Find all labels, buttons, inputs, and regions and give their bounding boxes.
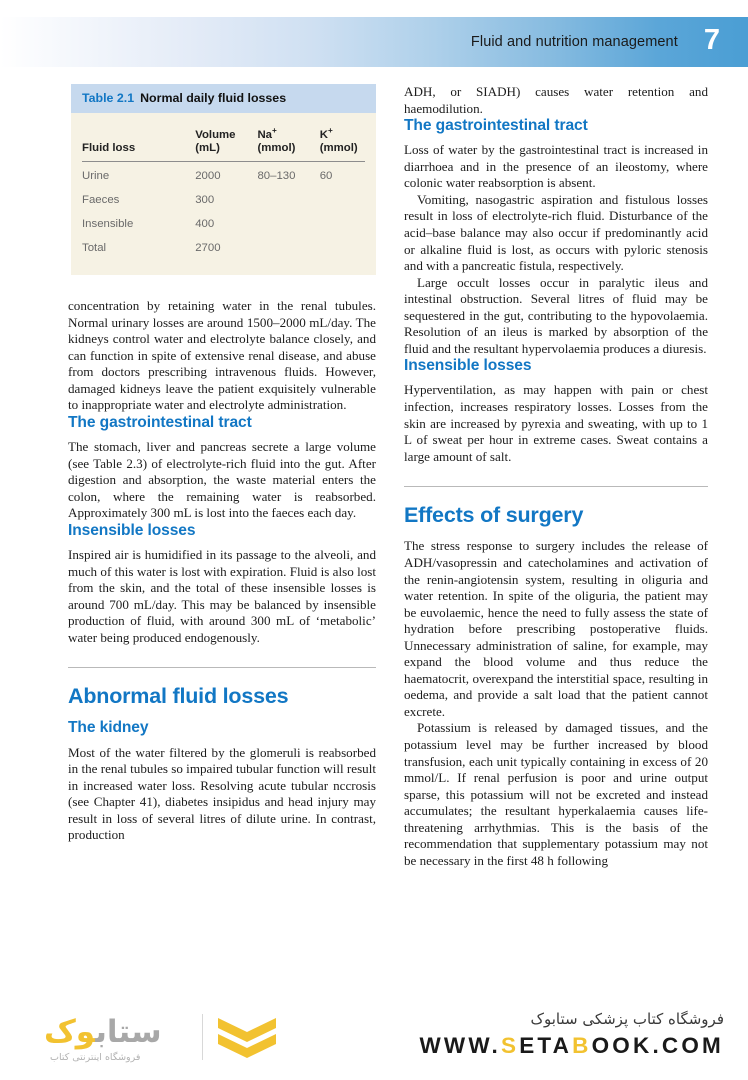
- table-2-1: [71, 84, 376, 275]
- col-header-fluid-loss: [82, 124, 195, 161]
- table-caption: [71, 84, 376, 113]
- body-columns: [0, 84, 748, 999]
- paragraph-the-kidney: Most of the water filtered by the glomeruli is reabsorbed in the renal tubules so impaired tubular function will result in increased water loss. Resolving acute tubular nccrosis (see Chapter 41), diabetes insipidus and head injury may result in loss of several litres of dilute urine. In contrast, production: [68, 744, 376, 843]
- logo-subtitle: فروشگاه اینترنتی کتاب: [50, 1052, 141, 1063]
- potassium-charge-superscript: +: [327, 126, 333, 135]
- table-row: [82, 212, 365, 236]
- heading-insensible-losses-right: Insensible losses: [404, 357, 532, 375]
- footer-right-block: [419, 1010, 724, 1059]
- paragraph-insensible-losses-right: Hyperventilation, as may happen with pain or chest infection, increases respiratory losses. Losses from the skin are increased by pyrexia and sweating, with up to 1 L of sweat per hour in extreme cases. Sweat contains a large amount of salt.: [404, 382, 708, 464]
- col-header-potassium-unit: (mmol): [319, 142, 358, 155]
- cell-potassium: 60: [319, 169, 333, 182]
- logo-wordmark: [44, 1014, 162, 1050]
- url-letters-eta: ETA: [519, 1033, 573, 1058]
- table-label: Table 2.1: [82, 91, 135, 105]
- heading-insensible-losses-left: Insensible losses: [68, 521, 196, 539]
- section-divider-rule-right: [404, 486, 708, 487]
- url-letter-b: B: [572, 1033, 592, 1058]
- footer-website-url[interactable]: [419, 1033, 724, 1059]
- right-column: [404, 84, 708, 999]
- cell-sodium: 80–130: [257, 169, 296, 182]
- left-column: [68, 84, 376, 999]
- heading-the-kidney: The kidney: [68, 719, 149, 737]
- cell-volume: 2700: [195, 241, 221, 254]
- setabook-logo: [44, 1008, 284, 1074]
- table-row: [82, 236, 365, 260]
- chevron-down-icon: [216, 1016, 278, 1060]
- paragraph-gi-occult-losses: Large occult losses occur in paralytic ileus and intestinal obstruction. Several litres of fluid may be sequestered in the gut, contributing to the hypovolaemia. Resolution of an ileus is marked by absorption of the fluid and the resultant hypervolaemia produces a diuresis.: [404, 274, 708, 356]
- footer-tagline-persian: فروشگاه کتاب پزشکی ستابوک: [530, 1010, 724, 1028]
- paragraph-insensible-losses-left: Inspired air is humidified in its passage to the alveoli, and much of this water is lost with expiration. Fluid is also lost from the skin, and the total of these insensible losses is around 700 mL/day. This may be balanced by insensible production of fluid, with around 300 mL of ‘metabolic’ water being produced endogenously.: [68, 546, 376, 645]
- paragraph-stress-response: The stress response to surgery includes the release of ADH/vasopressin and catecholamines and activation of the renin-angiotensin system, resulting in oliguria and water retention. In spite of the oliguria, the patient may be euvolaemic, hence the need to fully assess the state of hydration before prescribing postoperative fluids. Unnecessary administration of saline, for example, may expand the blood volume and thus reduce the haematocrit, overexpand the interstitial space, resulting in oedema, and provide a salt load that the patient cannot excrete.: [404, 538, 708, 719]
- footer-watermark: [0, 1002, 748, 1080]
- paragraph-potassium: Potassium is released by damaged tissues, and the potassium level may be further increased by blood transfusion, each unit typically containing in excess of 20 mmol/L. If renal perfusion is poor and urine output sparse, this potassium will not be excreted and instead accumulates; the resultant hyperkalaemia causes life-threatening arrhythmias. This is the basis of the recommendation that supplementary potassium may not be necessary in the first 48 h following: [404, 720, 708, 868]
- url-suffix: OOK.COM: [591, 1033, 724, 1058]
- heading-abnormal-fluid-losses: Abnormal fluid losses: [68, 684, 289, 709]
- paragraph-kidney-continued: concentration by retaining water in the renal tubules. Normal urinary losses are around 1500–2000 mL/day. The kidneys control water and electrolyte balance closely, and can function in spite of extensive renal disease, and abuse from doctors prescribing intravenous fluids. However, damaged kidneys leave the patient exquisitely vulnerable to inappropriate water and electrolyte administration.: [68, 298, 376, 413]
- sodium-charge-superscript: +: [272, 126, 277, 135]
- url-letter-s: S: [500, 1033, 520, 1058]
- table-body: [82, 161, 365, 260]
- col-header-fluid-loss-text: Fluid loss: [82, 142, 136, 155]
- url-prefix: WWW.: [419, 1033, 501, 1058]
- cell-volume: 2000: [195, 169, 221, 182]
- page-header: [0, 17, 748, 67]
- logo-word-gray: ستاب: [95, 1014, 162, 1050]
- logo-mark: [44, 1012, 194, 1070]
- page-number: 7: [703, 24, 720, 56]
- table-head: [82, 124, 365, 161]
- col-header-potassium-symbol: K: [319, 128, 328, 141]
- heading-gastrointestinal-tract-left: The gastrointestinal tract: [68, 413, 252, 431]
- table-body-panel: [71, 113, 376, 275]
- section-divider-rule: [68, 667, 376, 668]
- cell-fluid: Total: [82, 241, 107, 254]
- table-row: [82, 161, 365, 188]
- cell-fluid: Faeces: [82, 193, 120, 206]
- heading-gastrointestinal-tract-right: The gastrointestinal tract: [404, 117, 588, 135]
- col-header-sodium-unit: (mmol): [257, 142, 296, 155]
- cell-potassium: [320, 236, 365, 260]
- paragraph-gastrointestinal-tract-left: The stomach, liver and pancreas secrete a large volume (see Table 2.3) of electrolyte-rich fluid into the gut. After digestion and absorption, the waste material enters the colon, where the remaining water is reabsorbed. Approximately 300 mL is lost into the faeces each day.: [68, 439, 376, 521]
- cell-sodium: [257, 212, 319, 236]
- paragraph-gi-loss-of-water: Loss of water by the gastrointestinal tract is increased in diarrhoea and in the presence of an ileostomy, where colonic water reabsorption is absent.: [404, 142, 708, 191]
- paragraph-adh-continued: ADH, or SIADH) causes water retention and haemodilution.: [404, 84, 708, 116]
- logo-word-gold: وک: [44, 1014, 96, 1050]
- cell-sodium: [257, 188, 319, 212]
- table-header-row: [82, 124, 365, 161]
- fluid-losses-table: [82, 124, 365, 260]
- cell-potassium: [320, 212, 365, 236]
- cell-volume: 400: [195, 217, 215, 230]
- cell-sodium: [257, 236, 319, 260]
- col-header-volume-line1: Volume: [195, 128, 236, 141]
- cell-volume: 300: [195, 193, 215, 206]
- col-header-sodium: [257, 124, 319, 161]
- col-header-potassium: [320, 124, 365, 161]
- paragraph-gi-vomiting: Vomiting, nasogastric aspiration and fistulous losses result in loss of electrolyte-rich fluid. Disturbance of the acid–base balance may also occur if predominantly acid or alkaline fluid is lost, as occurs with pyloric stenosis and with a pancreatic fistula, respectively.: [404, 191, 708, 274]
- cell-fluid: Insensible: [82, 217, 134, 230]
- col-header-sodium-symbol: Na: [257, 128, 273, 141]
- running-head-title: Fluid and nutrition management: [470, 34, 678, 50]
- logo-divider: [202, 1014, 203, 1060]
- col-header-volume-line2: (mL): [195, 142, 220, 155]
- col-header-volume: [195, 124, 257, 161]
- table-title: Normal daily fluid losses: [140, 91, 287, 105]
- cell-potassium: [320, 188, 365, 212]
- cell-fluid: Urine: [82, 169, 110, 182]
- heading-effects-of-surgery: Effects of surgery: [404, 503, 584, 528]
- table-row: [82, 188, 365, 212]
